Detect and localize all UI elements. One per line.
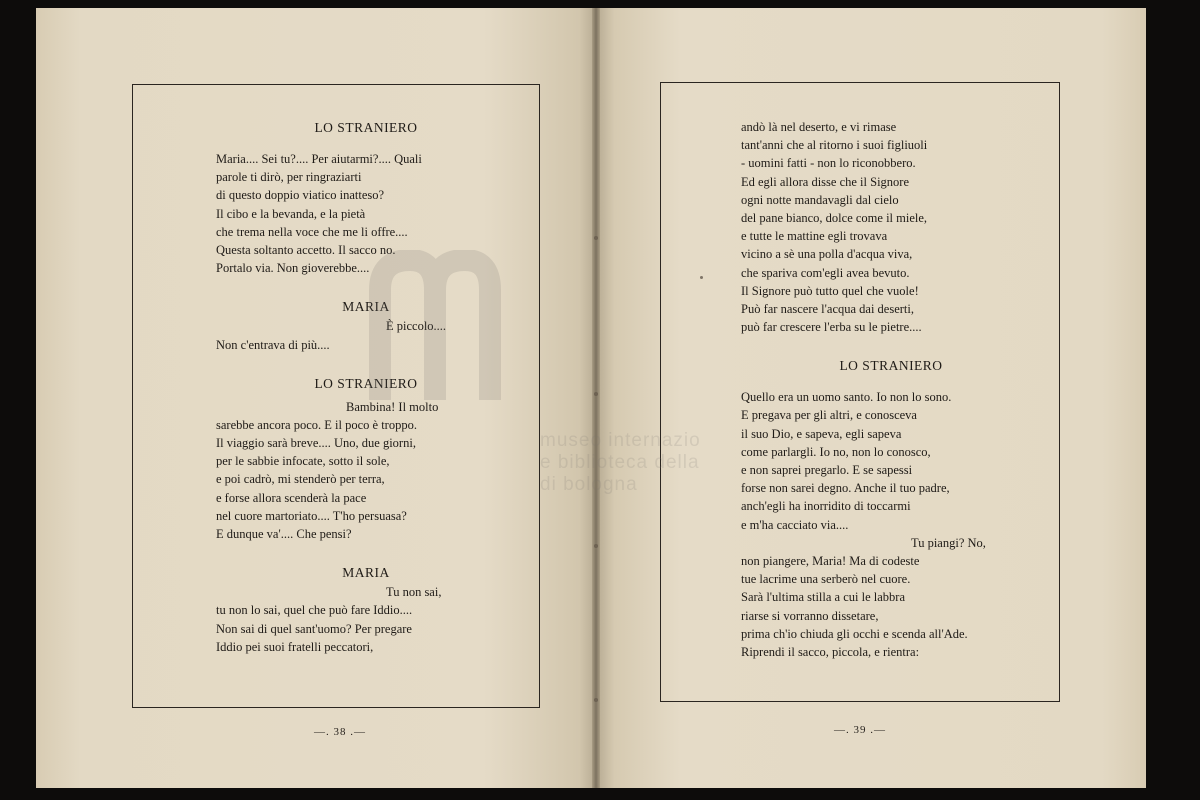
- verse-line: forse non sarei degno. Anche il tuo padre,: [741, 481, 950, 496]
- verse-line: non piangere, Maria! Ma di codeste: [741, 553, 920, 568]
- verse-line: Non sai di quel sant'uomo? Per pregare: [216, 621, 412, 636]
- binding-stitch: [594, 392, 598, 396]
- verse-line: riarse si vorranno dissetare,: [741, 608, 879, 623]
- verse-line: e tutte le mattine egli trovava: [741, 229, 888, 244]
- verse-line: Bambina! Il molto: [346, 399, 439, 414]
- verse-line: il suo Dio, e sapeva, egli sapeva: [741, 426, 902, 441]
- right-page-text: [741, 118, 1041, 661]
- verse-line: che trema nella voce che me li offre....: [216, 224, 408, 239]
- open-book: [36, 8, 1146, 788]
- verse-line: ogni notte mandavagli dal cielo: [741, 192, 899, 207]
- verse-line: Quello era un uomo santo. Io non lo sono.: [741, 390, 952, 405]
- verse-line: di questo doppio viatico inatteso?: [216, 188, 385, 203]
- verse-line: E dunque va'.... Che pensi?: [216, 527, 352, 541]
- binding-stitch: [594, 544, 598, 548]
- verse-line: - uomini fatti - non lo riconobbero.: [741, 156, 916, 171]
- verse-line: Non c'entrava di più....: [216, 337, 330, 352]
- book-spine: [592, 8, 600, 788]
- verse-line: che spariva com'egli avea bevuto.: [741, 265, 910, 280]
- verse-line: Sarà l'ultima stilla a cui le labbra: [741, 590, 906, 605]
- verse-line: prima ch'io chiuda gli occhi e scenda all'Ade.: [741, 626, 968, 641]
- verse-line: del pane bianco, dolce come il miele,: [741, 210, 928, 225]
- verse-line: anch'egli ha inorridito di toccarmi: [741, 499, 911, 514]
- verse-line: Il cibo e la bevanda, e la pietà: [216, 206, 366, 221]
- left-page-text: [216, 118, 516, 656]
- verse-line: per le sabbie infocate, sotto il sole,: [216, 454, 390, 469]
- verse-line: Ed egli allora disse che il Signore: [741, 174, 910, 189]
- speaker-heading: LO STRANIERO: [314, 375, 418, 391]
- page-number-right: —. 39 .—: [834, 724, 886, 736]
- speaker-heading: LO STRANIERO: [314, 120, 418, 135]
- binding-stitch: [594, 236, 598, 240]
- verse-line: vicino a sè una polla d'acqua viva,: [741, 247, 913, 262]
- page-number-left: —. 38 .—: [314, 726, 366, 738]
- verse-line: Iddio pei suoi fratelli peccatori,: [216, 639, 374, 654]
- verse-line: e forse allora scenderà la pace: [216, 490, 367, 505]
- verse-line: Portalo via. Non gioverebbe....: [216, 261, 370, 276]
- speaker-heading: MARIA: [342, 299, 390, 315]
- verse-line: È piccolo....: [386, 319, 447, 334]
- verse-line: parole ti dirò, per ringraziarti: [216, 170, 362, 185]
- verse-line: Può far nascere l'acqua dai deserti,: [741, 301, 915, 316]
- verse-line: tue lacrime una serberò nel cuore.: [741, 572, 911, 587]
- verse-line: come parlargli. Io no, non lo conosco,: [741, 444, 931, 459]
- paper-speck: [700, 276, 703, 279]
- verse-line: e non saprei pregarlo. E se sapessi: [741, 463, 913, 477]
- verse-line: e m'ha cacciato via....: [741, 517, 849, 532]
- verse-line: tant'anni che al ritorno i suoi figliuoli: [741, 138, 928, 153]
- verse-line: nel cuore martoriato.... T'ho persuasa?: [216, 508, 407, 523]
- verse-line: sarebbe ancora poco. E il poco è troppo.: [216, 417, 417, 432]
- verse-line: andò là nel deserto, e vi rimase: [741, 120, 897, 134]
- speaker-heading: LO STRANIERO: [839, 358, 943, 374]
- binding-stitch: [594, 698, 598, 702]
- verse-line: tu non lo sai, quel che può fare Iddio....: [216, 603, 413, 618]
- verse-line: Questa soltanto accetto. Il sacco no.: [216, 242, 396, 257]
- verse-line: Il Signore può tutto quel che vuole!: [741, 283, 919, 298]
- speaker-heading: MARIA: [342, 565, 390, 581]
- verse-line: Tu non sai,: [386, 585, 442, 600]
- verse-line: Il viaggio sarà breve.... Uno, due giorni,: [216, 436, 416, 451]
- verse-line: Maria.... Sei tu?.... Per aiutarmi?.... Quali: [216, 152, 422, 166]
- verse-line: E pregava per gli altri, e conosceva: [741, 408, 917, 423]
- verse-line: e poi cadrò, mi stenderò per terra,: [216, 472, 385, 487]
- verse-line: può far crescere l'erba su le pietre....: [741, 320, 922, 335]
- verse-line: Riprendi il sacco, piccola, e rientra:: [741, 644, 920, 659]
- verse-line: Tu piangi? No,: [911, 535, 986, 550]
